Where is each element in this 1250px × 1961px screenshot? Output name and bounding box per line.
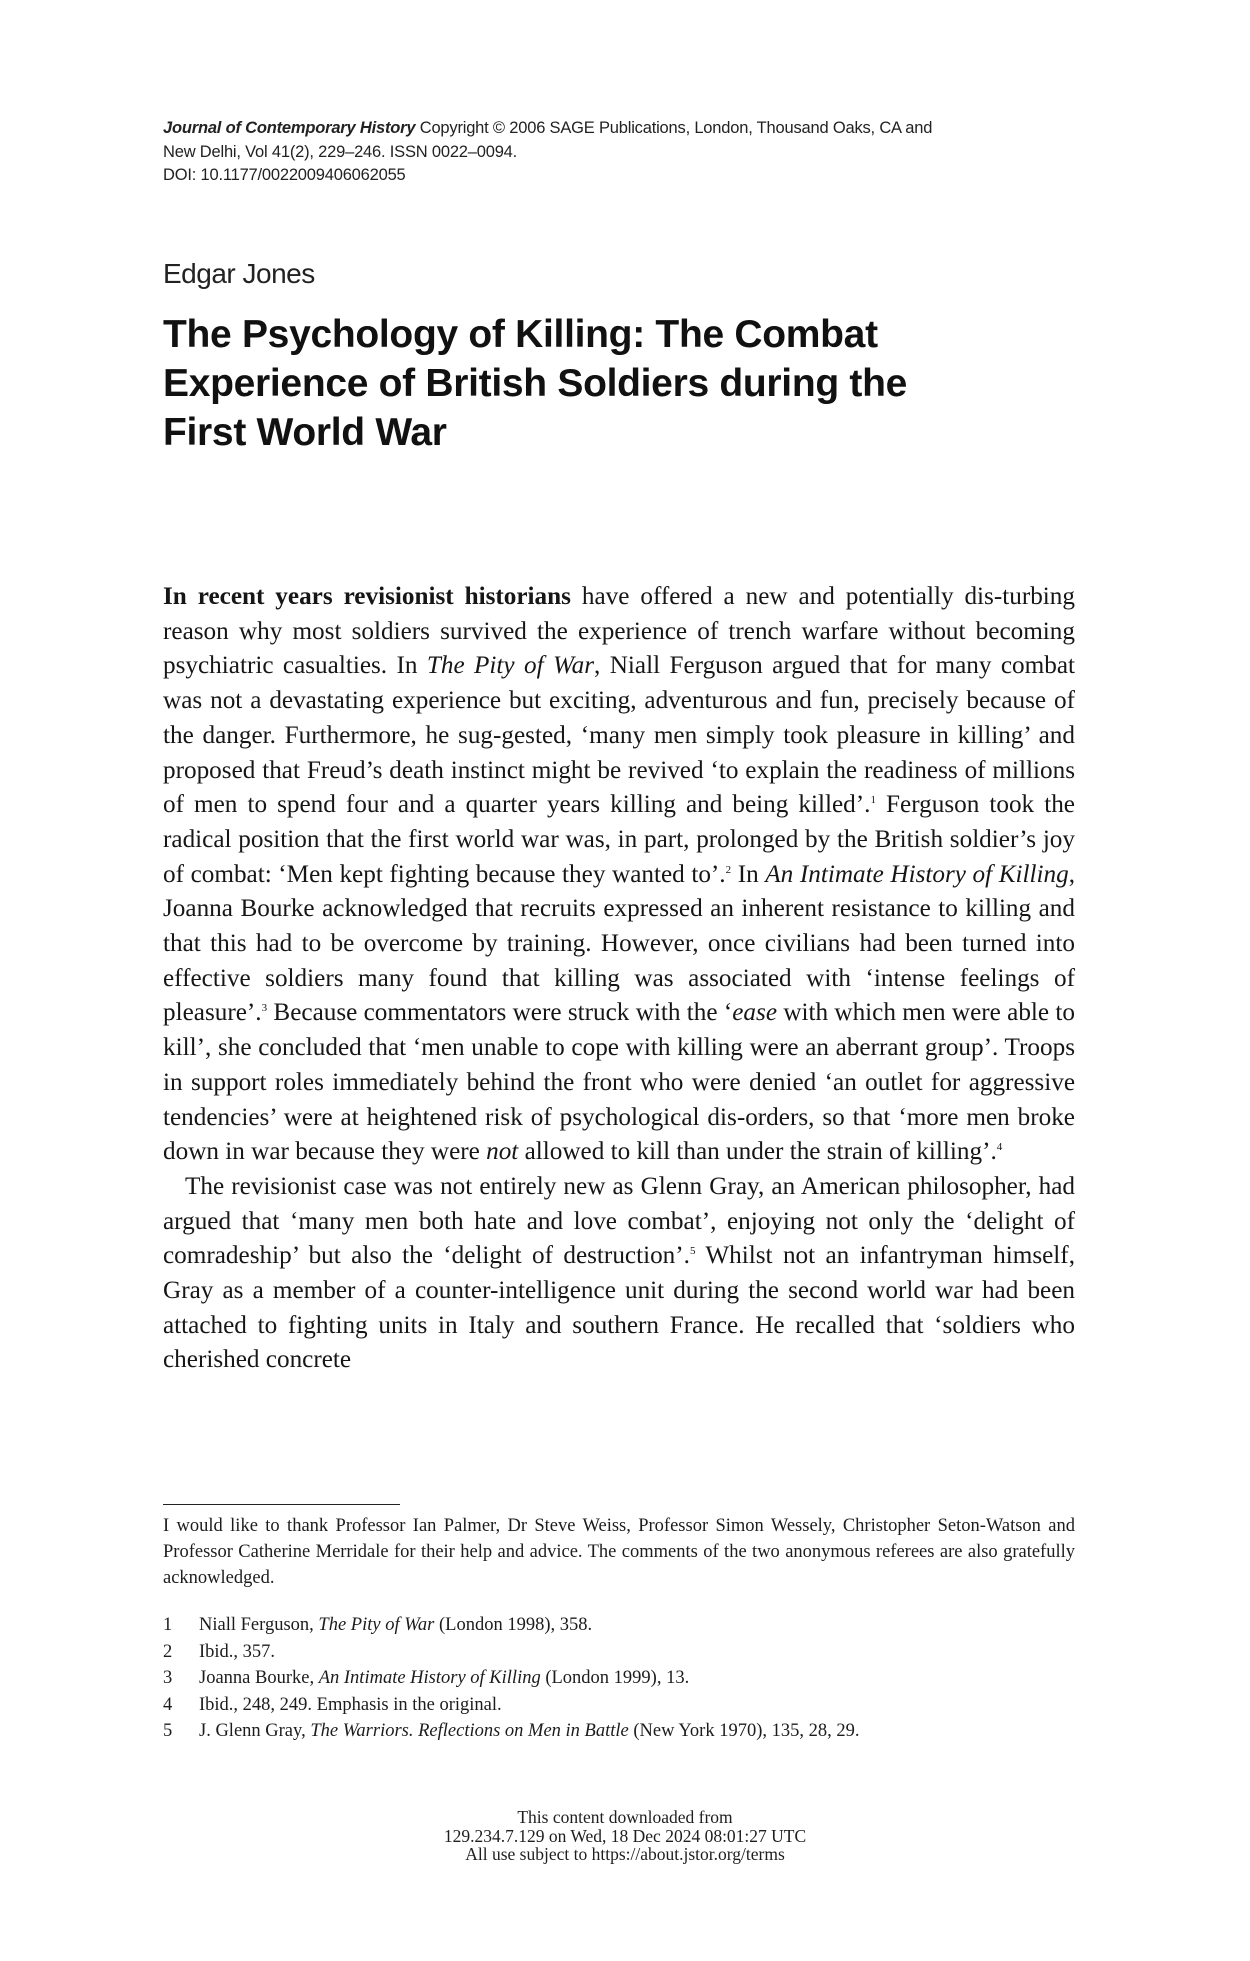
book-title: The Pity of War — [426, 652, 595, 680]
text-run: allowed to kill than under the strain of killing’. — [518, 1138, 997, 1166]
text-run: (New York 1970), 135, 28, 29. — [628, 1721, 860, 1741]
footnotes-list — [163, 1612, 1075, 1745]
footnote-ref[interactable]: 3 — [261, 1002, 268, 1015]
footnote-number: 1 — [163, 1615, 173, 1635]
text-run: , Joanna Bourke acknowledged that recruits expressed an inherent resistance to killing and that this had to be overcome by training. However, once civilians had been turned into effective soldiers many found that killing was associated with ‘intense feelings of pleasure’. — [163, 860, 1075, 1027]
footnote — [163, 1612, 1075, 1639]
acknowledgement-note: I would like to thank Professor Ian Palmer, Dr Steve Weiss, Professor Simon Wessely, Christopher Seton-Watson and Professor Catherine Merridale for their help and advice. The comments of the two anonymous referees are also gratefully acknowledged. — [163, 1516, 1075, 1588]
text-run: Ibid., 357. — [199, 1641, 276, 1662]
footnote-number: 3 — [163, 1668, 173, 1688]
footnote-text — [199, 1718, 860, 1745]
book-title: The Pity of War — [318, 1615, 435, 1635]
paragraph — [163, 580, 1075, 1170]
article-title — [163, 310, 1063, 457]
footnote-number: 5 — [163, 1721, 173, 1741]
footnote-text — [199, 1639, 275, 1666]
book-title: An Intimate History of Killing — [318, 1668, 541, 1688]
footnote — [163, 1665, 1075, 1692]
text-run: with which men were able to kill’, she concluded that ‘men unable to cope with killing were an aberrant group’. Troops in support roles immediately behind the front who were denied ‘an outlet for aggressive tendencies’ were at heightened risk of psychological dis-orders, so that ‘more men broke down in war because they were — [163, 999, 1075, 1166]
footnote-number: 4 — [163, 1694, 173, 1715]
journal-masthead — [163, 117, 1093, 188]
book-title: The Warriors. Reflections on Men in Battle — [310, 1721, 629, 1741]
article-body — [163, 580, 1075, 1378]
text-run: Niall Ferguson, — [199, 1615, 319, 1635]
text-run: have offered a new and potentially dis-turbing reason why most soldiers survived the experience of trench warfare without becoming psychiatric casualties. In — [163, 583, 1075, 680]
doi: DOI: 10.1177/0022009406062055 — [163, 166, 406, 184]
text-run: Ibid., 248, 249. Emphasis in the original. — [199, 1694, 502, 1715]
book-title: An Intimate History of Killing — [765, 860, 1069, 888]
text-run: , Niall Ferguson argued that for many combat was not a devastating experience but exciting, adventurous and fun, precisely because of the danger. Furthermore, he sug-gested, ‘many men simply took pleasure in killing’ and proposed that Freud’s death instinct might be revived ‘to explain the readiness of millions of men to spend four and a quarter years killing and being killed’. — [163, 652, 1076, 819]
footnote — [163, 1639, 1075, 1666]
jstor-download-notice — [325, 1808, 925, 1864]
footnote-ref[interactable]: 4 — [996, 1141, 1003, 1154]
text-run: Joanna Bourke, — [199, 1668, 319, 1688]
text-run: In — [731, 860, 766, 888]
footnote — [163, 1718, 1075, 1745]
title-line: The Psychology of Killing: The Combat — [163, 313, 878, 356]
emphasis: not — [486, 1138, 519, 1166]
jstor-line: This content downloaded from — [517, 1807, 733, 1827]
jstor-terms-link[interactable]: All use subject to https://about.jstor.org/terms — [465, 1844, 785, 1864]
text-run: J. Glenn Gray, — [199, 1721, 311, 1741]
emphasis: ease — [732, 999, 778, 1027]
journal-name: Journal of Contemporary History — [163, 119, 416, 137]
text-run: Ferguson took the radical position that the first world war was, in part, prolonged by the British soldier’s joy of combat: ‘Men kept fighting because they wanted to’. — [163, 791, 1075, 888]
author-name: Edgar Jones — [163, 258, 315, 289]
footnote-divider — [163, 1504, 400, 1505]
title-line: First World War — [163, 411, 447, 454]
footnote-text — [199, 1692, 502, 1719]
text-run: (London 1998), 358. — [434, 1615, 593, 1635]
footnote-ref[interactable]: 2 — [725, 863, 732, 876]
paragraph — [163, 1170, 1075, 1378]
text-run: (London 1999), 13. — [540, 1668, 690, 1688]
text-run: Whilst not an infantryman himself, Gray as a member of a counter-intelligence unit during the second world war had been attached to fighting units in Italy and southern France. He recalled that ‘soldiers who cherished concrete — [163, 1242, 1075, 1374]
footnote-ref[interactable]: 5 — [689, 1245, 696, 1258]
lead-in-text: In recent years revisionist historians — [163, 583, 571, 610]
footnote — [163, 1692, 1075, 1719]
text-run: Because commentators were struck with the ‘ — [267, 999, 733, 1027]
masthead-line-2: New Delhi, Vol 41(2), 229–246. ISSN 0022–0094. — [163, 142, 518, 161]
jstor-line: 129.234.7.129 on Wed, 18 Dec 2024 08:01:27 UTC — [443, 1825, 807, 1846]
footnote-text — [199, 1665, 689, 1692]
text-run: The revisionist case was not entirely new as Glenn Gray, an American philosopher, had argued that ‘many men both hate and love combat’, enjoying not only the ‘delight of comradeship’ but also the ‘delight of destruction’. — [163, 1172, 1075, 1270]
copyright-text: Copyright © 2006 SAGE Publications, London, Thousand Oaks, CA and — [415, 119, 933, 137]
footnote-number: 2 — [163, 1641, 173, 1662]
title-line: Experience of British Soldiers during the — [163, 362, 908, 405]
footnote-ref[interactable]: 1 — [870, 794, 876, 807]
masthead-line-1 — [163, 117, 1093, 141]
footnote-text — [199, 1612, 592, 1639]
